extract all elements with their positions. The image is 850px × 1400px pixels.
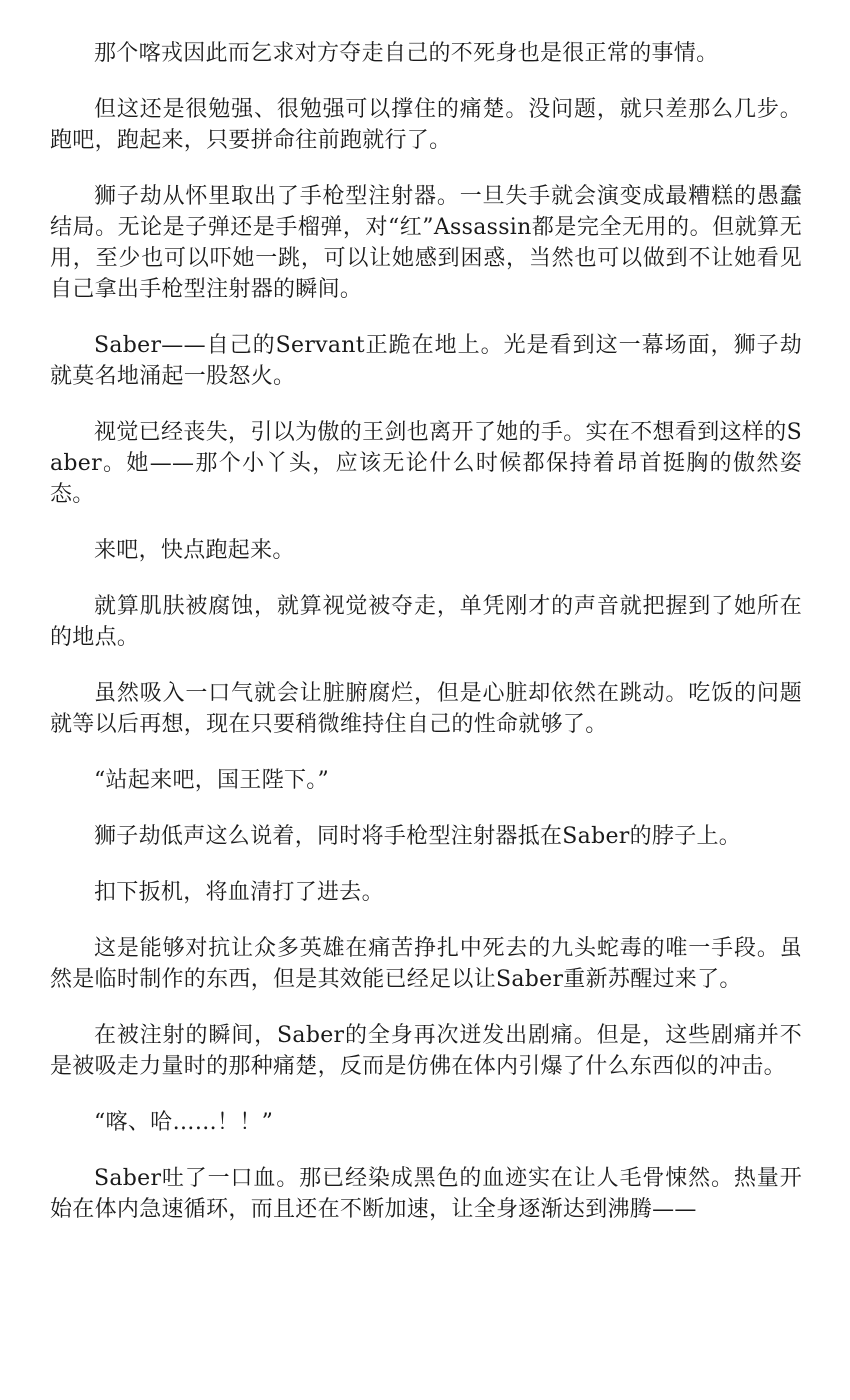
paragraph-14: “喀、哈……！！” bbox=[94, 1110, 274, 1135]
paragraph-4: Saber——自己的Servant正跪在地上。光是看到这一幕场面，狮子劫就莫名地涌起一股怒火。 bbox=[50, 333, 802, 389]
paragraph-11: 扣下扳机，将血清打了进去。 bbox=[94, 880, 384, 905]
paragraph-12: 这是能够对抗让众多英雄在痛苦挣扎中死去的九头蛇毒的唯一手段。虽然是临时制作的东西，但是其效能已经足以让Saber重新苏醒过来了。 bbox=[50, 936, 802, 992]
paragraph-1: 那个喀戎因此而乞求对方夺走自己的不死身也是很正常的事情。 bbox=[94, 41, 719, 66]
paragraph-3: 狮子劫从怀里取出了手枪型注射器。一旦失手就会演变成最糟糕的愚蠢结局。无论是子弹还是手榴弹，对“红”Assassin都是完全无用的。但就算无用，至少也可以吓她一跳，可以让她感到困惑，当然也可以做到不让她看见自己拿出手枪型注射器的瞬间。 bbox=[50, 184, 802, 302]
document-body bbox=[50, 38, 802, 1250]
paragraph-5: 视觉已经丧失，引以为傲的王剑也离开了她的手。实在不想看到这样的Saber。她——那个小丫头，应该无论什么时候都保持着昂首挺胸的傲然姿态。 bbox=[50, 420, 802, 507]
paragraph-6: 来吧，快点跑起来。 bbox=[94, 538, 295, 563]
paragraph-7: 就算肌肤被腐蚀，就算视觉被夺走，单凭刚才的声音就把握到了她所在的地点。 bbox=[50, 594, 802, 650]
paragraph-13: 在被注射的瞬间，Saber的全身再次迸发出剧痛。但是，这些剧痛并不是被吸走力量时的那种痛楚，反而是仿佛在体内引爆了什么东西似的冲击。 bbox=[50, 1023, 802, 1079]
paragraph-8: 虽然吸入一口气就会让脏腑腐烂，但是心脏却依然在跳动。吃饭的问题就等以后再想，现在只要稍微维持住自己的性命就够了。 bbox=[50, 681, 802, 737]
paragraph-10: 狮子劫低声这么说着，同时将手枪型注射器抵在Saber的脖子上。 bbox=[94, 824, 742, 849]
paragraph-15: Saber吐了一口血。那已经染成黑色的血迹实在让人毛骨悚然。热量开始在体内急速循环，而且还在不断加速，让全身逐渐达到沸腾—— bbox=[50, 1166, 802, 1222]
paragraph-2: 但这还是很勉强、很勉强可以撑住的痛楚。没问题，就只差那么几步。跑吧，跑起来，只要拼命往前跑就行了。 bbox=[50, 97, 802, 153]
paragraph-9: “站起来吧，国王陛下。” bbox=[94, 768, 330, 793]
